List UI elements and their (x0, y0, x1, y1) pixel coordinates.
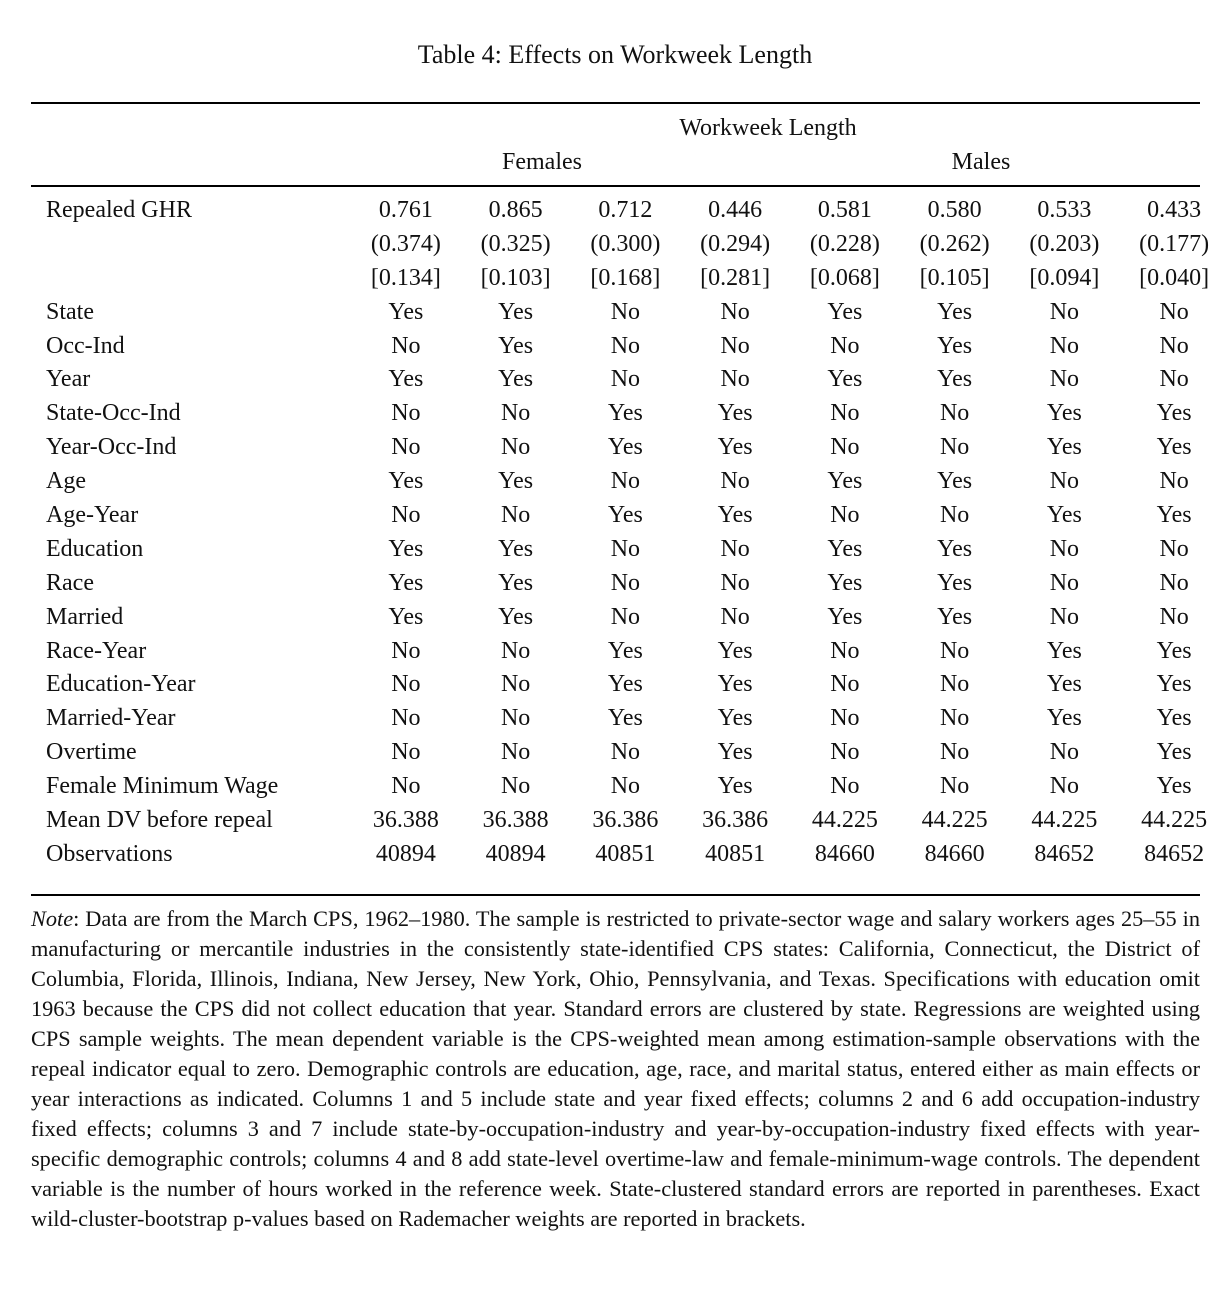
table-cell: No (830, 671, 860, 698)
table-cell: Yes (827, 298, 863, 325)
table-row (31, 769, 1229, 803)
table-cell: 84652 (1034, 840, 1095, 867)
row-label: Education-Year (46, 671, 196, 698)
table-cell: 0.712 (598, 196, 653, 223)
table-cell: [0.281] (700, 264, 771, 291)
row-label: Married (46, 603, 124, 630)
table-cell: 84660 (814, 840, 875, 867)
table-row (31, 464, 1229, 498)
table-row (31, 667, 1229, 701)
table-row (31, 634, 1229, 668)
table-row (31, 329, 1229, 363)
males-header: Males (951, 149, 1011, 175)
row-label: State (46, 298, 94, 325)
table-cell: Yes (1156, 773, 1192, 800)
table-cell: Yes (498, 366, 534, 393)
table-cell: Yes (607, 501, 643, 528)
table-cell: No (830, 773, 860, 800)
table-cell: Yes (1046, 671, 1082, 698)
table-cell: No (391, 773, 421, 800)
table-cell: No (610, 569, 641, 596)
table-cell: Yes (1156, 705, 1192, 732)
table-cell: No (720, 468, 750, 495)
table-cell: (0.177) (1139, 230, 1210, 257)
table-cell: Yes (1156, 434, 1192, 461)
table-cell: Yes (827, 569, 863, 596)
table-cell: Yes (717, 637, 753, 664)
table-cell: No (830, 637, 860, 664)
table-cell: [0.168] (590, 264, 661, 291)
table-cell: No (610, 739, 641, 766)
table-cell: No (610, 535, 641, 562)
table-cell: 36.386 (592, 806, 659, 833)
table-cell: Yes (607, 400, 643, 427)
regression-table (31, 193, 1229, 871)
table-cell: No (720, 332, 750, 359)
table-cell: Yes (827, 535, 863, 562)
table-cell: Yes (607, 637, 643, 664)
row-label: Repealed GHR (46, 196, 192, 223)
row-label: Year-Occ-Ind (46, 434, 177, 461)
table-cell: Yes (498, 535, 534, 562)
table-cell: No (1049, 603, 1080, 630)
table-cell: Yes (1156, 671, 1192, 698)
row-label (31, 227, 351, 261)
table-cell: Yes (717, 501, 753, 528)
table-cell: 40894 (485, 840, 546, 867)
table-cell: 44.225 (811, 806, 878, 833)
table-cell: 0.761 (378, 196, 433, 223)
table-cell: Yes (937, 332, 973, 359)
table-cell: Yes (498, 298, 534, 325)
table-cell: (0.203) (1029, 230, 1100, 257)
table-cell: No (720, 298, 750, 325)
table-cell: 44.225 (921, 806, 988, 833)
table-cell: Yes (1156, 400, 1192, 427)
table-cell: No (830, 739, 860, 766)
table-cell: No (1049, 366, 1080, 393)
table-cell: No (610, 603, 641, 630)
table-cell: 36.388 (372, 806, 439, 833)
table-cell: Yes (717, 773, 753, 800)
table-cell: [0.134] (370, 264, 441, 291)
table-cell: 40851 (595, 840, 656, 867)
table-cell: No (500, 637, 531, 664)
table-cell: No (939, 739, 970, 766)
table-cell: No (500, 671, 531, 698)
table-cell: No (610, 773, 641, 800)
header-rule (31, 185, 1200, 187)
table-cell: Yes (1156, 637, 1192, 664)
table-cell: Yes (388, 366, 424, 393)
table-cell: Yes (937, 366, 973, 393)
row-label: Married-Year (46, 705, 176, 732)
table-cell: Yes (717, 671, 753, 698)
table-cell: [0.103] (480, 264, 551, 291)
table-cell: No (939, 705, 970, 732)
table-cell: [0.040] (1139, 264, 1210, 291)
table-cell: (0.228) (809, 230, 880, 257)
table-row (31, 396, 1229, 430)
table-cell: No (1049, 569, 1080, 596)
table-cell: 44.225 (1031, 806, 1098, 833)
table-cell: Yes (388, 468, 424, 495)
row-label: State-Occ-Ind (46, 400, 181, 427)
table-cell: Yes (937, 535, 973, 562)
table-note (31, 904, 1200, 1234)
table-cell: No (1159, 332, 1189, 359)
table-cell: Yes (498, 569, 534, 596)
table-cell: Yes (1046, 400, 1082, 427)
table-cell: No (1159, 298, 1189, 325)
table-row (31, 566, 1229, 600)
table-cell: No (1159, 535, 1189, 562)
table-cell: No (1049, 298, 1080, 325)
table-cell: Yes (1156, 501, 1192, 528)
table-cell: 0.533 (1037, 196, 1092, 223)
table-cell: Yes (717, 434, 753, 461)
note-text: : Data are from the March CPS, 1962–1980. The sample is restricted to private-sector wage and salary workers ages 25–55 in manufacturing or mercantile industries in the consistently state-identified CPS states: California, Connecticut, the District of Columbia, Florida, Illinois, Indiana, New Jersey, New York, Ohio, Pennsylvania, and Texas. Specifications with education omit 1963 because the CPS did not collect education that year. Standard errors are clustered by state. Regressions are weighted using CPS sample weights. The mean dependent variable is the CPS-weighted mean among estimation-sample observations with the repeal indicator equal to zero. Demographic controls are education, age, race, and marital status, entered either as main effects or year interactions as indicated. Columns 1 and 5 include state and year fixed effects; columns 2 and 6 add occupation-industry fixed effects; columns 3 and 7 include state-by-occupation-industry and year-by-occupation-industry fixed effects with year-specific demographic controls; columns 4 and 8 add state-level overtime-law and female-minimum-wage controls. The dependent variable is the number of hours worked in the reference week. State-clustered standard errors are reported in parentheses. Exact wild-cluster-bootstrap p-values based on Rademacher weights are reported in brackets. (31, 906, 1200, 1231)
table-cell: Yes (717, 739, 753, 766)
table-cell: No (500, 705, 531, 732)
table-cell: 0.433 (1147, 196, 1202, 223)
row-label: Education (46, 535, 144, 562)
table-cell: (0.300) (590, 230, 661, 257)
table-cell: [0.094] (1029, 264, 1100, 291)
table-row (31, 735, 1229, 769)
table-cell: (0.374) (370, 230, 441, 257)
table-cell: Yes (388, 603, 424, 630)
table-cell: No (500, 400, 531, 427)
table-cell: Yes (498, 468, 534, 495)
table-cell: No (939, 671, 970, 698)
note-lead: Note (31, 906, 74, 931)
table-cell: No (1049, 739, 1080, 766)
table-cell: Yes (1046, 637, 1082, 664)
table-cell: Yes (717, 400, 753, 427)
table-row (31, 701, 1229, 735)
table-cell: Yes (827, 603, 863, 630)
table-cell: Yes (607, 434, 643, 461)
table-cell: (0.262) (919, 230, 990, 257)
table-cell: 0.865 (488, 196, 543, 223)
table-cell: Yes (717, 705, 753, 732)
table-caption: Table 4: Effects on Workweek Length (417, 40, 813, 69)
row-label: Overtime (46, 739, 137, 766)
table-cell: No (610, 298, 641, 325)
table-cell: No (1159, 366, 1189, 393)
row-label: Race-Year (46, 637, 147, 664)
table-cell: (0.325) (480, 230, 551, 257)
table-cell: No (391, 739, 421, 766)
table-cell: Yes (827, 366, 863, 393)
table-cell: No (391, 705, 421, 732)
table-cell: No (939, 773, 970, 800)
table-cell: No (830, 434, 860, 461)
row-label: Observations (46, 840, 173, 867)
table-cell: No (610, 468, 641, 495)
table-cell: Yes (388, 569, 424, 596)
row-label (31, 261, 351, 295)
table-cell: 0.446 (708, 196, 763, 223)
table-cell: Yes (937, 569, 973, 596)
table-cell: No (720, 535, 750, 562)
table-cell: No (500, 434, 531, 461)
row-label: Race (46, 569, 94, 596)
table-cell: No (610, 366, 641, 393)
table-cell: No (1049, 468, 1080, 495)
table-row (31, 295, 1229, 329)
table-cell: 0.581 (817, 196, 872, 223)
table-cell: No (720, 366, 750, 393)
table-cell: No (391, 400, 421, 427)
table-cell: No (391, 637, 421, 664)
table-cell: No (939, 501, 970, 528)
table-cell: 44.225 (1141, 806, 1208, 833)
table-cell: No (500, 739, 531, 766)
table-cell: 0.580 (927, 196, 982, 223)
bottom-rule (31, 894, 1200, 896)
table-cell: Yes (1156, 739, 1192, 766)
table-cell: No (391, 501, 421, 528)
table-cell: 36.386 (702, 806, 769, 833)
table-row (31, 261, 1229, 295)
row-label: Female Minimum Wage (46, 773, 279, 800)
table-cell: Yes (607, 705, 643, 732)
table-cell: Yes (1046, 705, 1082, 732)
table-cell: No (391, 332, 421, 359)
table-cell: No (500, 501, 531, 528)
table-cell: Yes (937, 468, 973, 495)
table-cell: No (1049, 773, 1080, 800)
table-cell: No (1159, 468, 1189, 495)
table-cell: No (500, 773, 531, 800)
table-row (31, 227, 1229, 261)
table-row (31, 498, 1229, 532)
table-row (31, 837, 1229, 871)
table-cell: No (610, 332, 641, 359)
table-cell: [0.068] (809, 264, 880, 291)
table-row (31, 193, 1229, 227)
table-cell: No (720, 603, 750, 630)
table-cell: No (939, 434, 970, 461)
table-row (31, 803, 1229, 837)
table-cell: [0.105] (919, 264, 990, 291)
table-cell: 40851 (705, 840, 766, 867)
table-cell: 36.388 (482, 806, 549, 833)
table-row (31, 362, 1229, 396)
table-cell: No (1159, 603, 1189, 630)
table-cell: Yes (607, 671, 643, 698)
table-cell: No (830, 705, 860, 732)
table-cell: No (830, 400, 860, 427)
row-label: Mean DV before repeal (46, 806, 273, 833)
row-label: Age (46, 468, 86, 495)
table-cell: No (720, 569, 750, 596)
table-cell: Yes (1046, 501, 1082, 528)
table-cell: Yes (388, 298, 424, 325)
table-cell: No (830, 332, 860, 359)
table-cell: Yes (498, 603, 534, 630)
top-rule (31, 102, 1200, 104)
table-cell: No (939, 400, 970, 427)
group-header: Workweek Length (679, 115, 857, 141)
table-row (31, 600, 1229, 634)
table-cell: No (1159, 569, 1189, 596)
table-cell: No (939, 637, 970, 664)
table-cell: Yes (937, 298, 973, 325)
table-cell: Yes (937, 603, 973, 630)
table-row (31, 430, 1229, 464)
table-cell: No (1049, 535, 1080, 562)
table-cell: 84660 (924, 840, 985, 867)
table-cell: 84652 (1144, 840, 1205, 867)
table-cell: Yes (1046, 434, 1082, 461)
females-header: Females (502, 149, 582, 175)
row-label: Occ-Ind (46, 332, 125, 359)
table-row (31, 532, 1229, 566)
table-cell: (0.294) (700, 230, 771, 257)
table-cell: No (391, 671, 421, 698)
row-label: Age-Year (46, 501, 139, 528)
table-cell: No (391, 434, 421, 461)
table-cell: 40894 (375, 840, 436, 867)
table-cell: Yes (827, 468, 863, 495)
table-cell: No (1049, 332, 1080, 359)
table-cell: Yes (388, 535, 424, 562)
table-cell: Yes (498, 332, 534, 359)
row-label: Year (46, 366, 91, 393)
table-cell: No (830, 501, 860, 528)
